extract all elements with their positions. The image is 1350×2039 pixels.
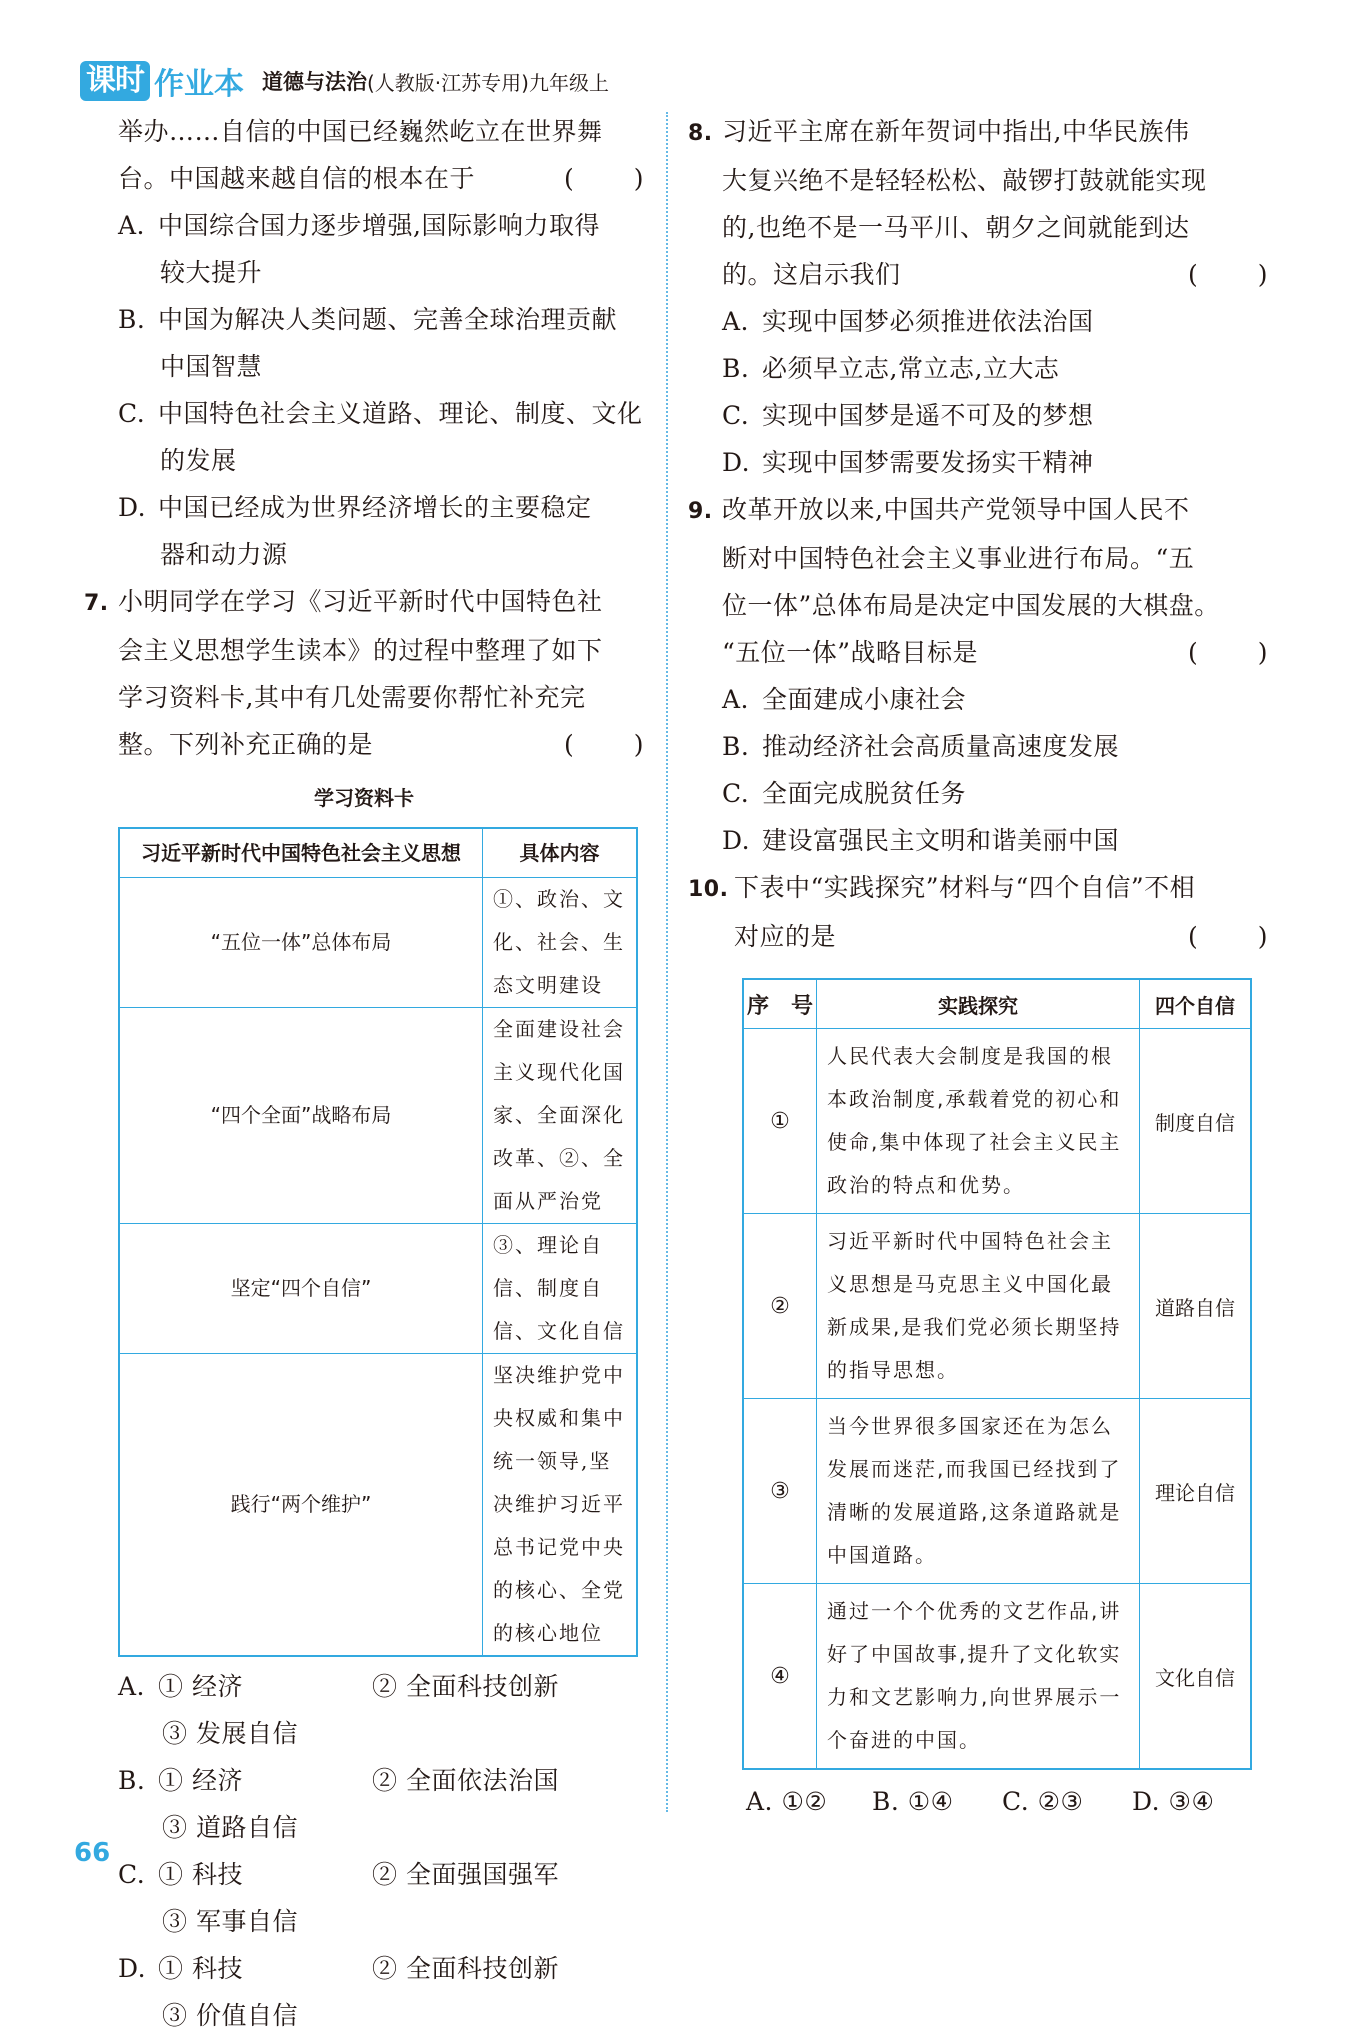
option-a	[688, 676, 1268, 723]
table-cell-topic: “四个全面”战略布局	[119, 1008, 483, 1224]
option-part: ② 全面科技创新	[372, 1954, 559, 1983]
table-header-cell: 具体内容	[483, 828, 638, 878]
question-7	[84, 578, 644, 2039]
subject-title: 道德与法治	[262, 70, 367, 94]
option-part: ① 科技	[158, 1954, 243, 1983]
question-stem-line: 大复兴绝不是轻轻松松、敲锣打鼓就能实现	[722, 166, 1207, 195]
option-d	[688, 439, 1268, 486]
table-header-cell: 四个自信	[1140, 979, 1252, 1029]
option-part: ① 经济	[158, 1766, 243, 1795]
option-letter: C.	[118, 1860, 146, 1889]
paren-close: )	[1257, 922, 1268, 951]
answer-blank	[1188, 251, 1268, 298]
table-cell-confidence: 理论自信	[1140, 1399, 1252, 1584]
question-number: 10.	[688, 877, 729, 902]
paren-close: )	[1257, 638, 1268, 667]
question-stem-line: 举办……自信的中国已经巍然屹立在世界舞	[118, 117, 603, 146]
answer-blank	[1188, 629, 1268, 676]
question-stem-text: 对应的是	[734, 922, 837, 951]
option-a	[688, 298, 1268, 345]
brand-logo-box: 课时	[80, 61, 150, 101]
option-text: 实现中国梦必须推进依法治国	[762, 307, 1094, 336]
option-c-cont: ③ 军事自信	[162, 1907, 298, 1936]
option-a	[84, 1663, 644, 1710]
question-number: 8.	[688, 121, 713, 146]
table-header-cell: 序 号	[743, 979, 817, 1029]
question-6	[84, 108, 644, 578]
table-cell-text: 当今世界很多国家还在为怎么发展而迷茫,而我国已经找到了清晰的发展道路,这条道路就是中国道路。	[817, 1399, 1140, 1584]
question-9	[688, 486, 1268, 864]
option-d	[688, 817, 1268, 864]
paren-open: (	[1188, 922, 1199, 951]
option-d-cont: 器和动力源	[160, 540, 288, 569]
subject-detail: (人教版·江苏专用)九年级上	[367, 70, 609, 95]
table-cell-topic: “五位一体”总体布局	[119, 878, 483, 1008]
question-stem-line	[688, 629, 1268, 676]
option-text: 实现中国梦需要发扬实干精神	[762, 448, 1094, 477]
question-number: 7.	[84, 591, 109, 616]
option-letter: C.	[118, 399, 146, 428]
option-text: 全面完成脱贫任务	[762, 779, 967, 808]
table-row	[119, 1354, 637, 1657]
paren-close: )	[1257, 260, 1268, 289]
question-stem-line: 断对中国特色社会主义事业进行布局。“五	[722, 544, 1195, 573]
option-part: ② 全面强国强军	[372, 1860, 559, 1889]
table-row	[743, 1214, 1251, 1399]
table-row	[119, 878, 637, 1008]
paren-close: )	[633, 730, 644, 759]
table-cell-confidence: 道路自信	[1140, 1214, 1252, 1399]
page-header	[80, 58, 609, 104]
question-stem-line: 位一体”总体布局是决定中国发展的大棋盘。	[722, 591, 1220, 620]
option-letter: A.	[722, 685, 750, 714]
question-stem-line	[84, 721, 644, 768]
question-stem-line: 的,也绝不是一马平川、朝夕之间就能到达	[722, 213, 1190, 242]
question-stem-line	[688, 108, 1268, 157]
paren-open: (	[564, 164, 575, 193]
option-text: 必须早立志,常立志,立大志	[762, 354, 1060, 383]
option-text: 中国特色社会主义道路、理论、制度、文化	[158, 399, 643, 428]
option-a	[84, 202, 644, 249]
question-stem-text: 台。中国越来越自信的根本在于	[118, 164, 476, 193]
question-stem-line	[84, 155, 644, 202]
table-cell-confidence: 制度自信	[1140, 1029, 1252, 1214]
study-card-table	[118, 827, 638, 1657]
question-stem-line	[688, 864, 1268, 913]
table-row	[119, 1224, 637, 1354]
table-cell-number: ④	[743, 1584, 817, 1770]
option-b	[84, 296, 644, 343]
card-title: 学习资料卡	[314, 786, 414, 810]
question-stem-text: 的。这启示我们	[722, 260, 901, 289]
question-stem-text: 下表中“实践探究”材料与“四个自信”不相	[734, 873, 1196, 902]
option-text: 中国已经成为世界经济增长的主要稳定	[158, 493, 592, 522]
option-b	[688, 723, 1268, 770]
option-letter: D.	[118, 493, 147, 522]
question-stem-line: 学习资料卡,其中有几处需要你帮忙补充完	[118, 683, 586, 712]
table-cell-text: 人民代表大会制度是我国的根本政治制度,承载着党的初心和使命,集中体现了社会主义民主政治的特点和优势。	[817, 1029, 1140, 1214]
option-letter: B.	[118, 305, 146, 334]
option-letter: A.	[722, 307, 750, 336]
table-row	[743, 1584, 1251, 1770]
question-stem-text: 小明同学在学习《习近平新时代中国特色社	[118, 587, 603, 616]
option-letter: B.	[722, 732, 750, 761]
option-b-cont: ③ 道路自信	[162, 1813, 298, 1842]
option-a: A. ①②	[746, 1787, 828, 1816]
option-letter: B.	[118, 1766, 146, 1795]
option-c: C. ②③	[1002, 1787, 1084, 1816]
q10-options	[688, 1778, 1268, 1825]
answer-blank	[564, 155, 644, 202]
paren-open: (	[1188, 260, 1199, 289]
table-cell-text: 习近平新时代中国特色社会主义思想是马克思主义中国化最新成果,是我们党必须长期坚持的指导思想。	[817, 1214, 1140, 1399]
column-divider	[666, 112, 668, 1812]
table-cell-topic: 践行“两个维护”	[119, 1354, 483, 1657]
question-stem-text: 整。下列补充正确的是	[118, 730, 374, 759]
table-cell-number: ①	[743, 1029, 817, 1214]
option-letter: C.	[722, 401, 750, 430]
option-text: 建设富强民主文明和谐美丽中国	[762, 826, 1120, 855]
page-number: 66	[74, 1838, 111, 1868]
table-cell-text: 通过一个个优秀的文艺作品,讲好了中国故事,提升了文化软实力和文艺影响力,向世界展示一个奋进的中国。	[817, 1584, 1140, 1770]
table-cell-topic: 坚定“四个自信”	[119, 1224, 483, 1354]
option-letter: C.	[722, 779, 750, 808]
practice-table	[742, 978, 1252, 1770]
question-stem-text: 改革开放以来,中国共产党领导中国人民不	[722, 495, 1190, 524]
table-header-row	[119, 828, 637, 878]
option-d	[84, 1945, 644, 1992]
option-text: 推动经济社会高质量高速度发展	[762, 732, 1120, 761]
table-cell-confidence: 文化自信	[1140, 1584, 1252, 1770]
table-header-cell: 实践探究	[817, 979, 1140, 1029]
brand-logo-text: 作业本	[154, 67, 244, 102]
option-part: ① 经济	[158, 1672, 243, 1701]
option-part: ① 科技	[158, 1860, 243, 1889]
option-c	[84, 390, 644, 437]
table-row	[743, 1029, 1251, 1214]
table-cell-number: ②	[743, 1214, 817, 1399]
option-b: B. ①④	[872, 1787, 954, 1816]
question-stem-text: 习近平主席在新年贺词中指出,中华民族伟	[722, 117, 1190, 146]
question-stem-line	[688, 913, 1268, 960]
option-c-cont: 的发展	[160, 446, 237, 475]
answer-blank	[564, 721, 644, 768]
option-c	[84, 1851, 644, 1898]
question-stem-line	[84, 578, 644, 627]
option-text: 中国综合国力逐步增强,国际影响力取得	[158, 211, 600, 240]
option-a-cont: 较大提升	[160, 258, 263, 287]
question-stem-text: “五位一体”战略目标是	[722, 638, 979, 667]
answer-blank	[1188, 913, 1268, 960]
option-d: D. ③④	[1132, 1787, 1215, 1816]
option-text: 中国为解决人类问题、完善全球治理贡献	[158, 305, 618, 334]
table-row	[743, 1399, 1251, 1584]
table-cell-number: ③	[743, 1399, 817, 1584]
question-stem-line	[688, 251, 1268, 298]
paren-close: )	[633, 164, 644, 193]
option-c	[688, 770, 1268, 817]
table-cell-content: ③、理论自信、制度自信、文化自信	[483, 1224, 638, 1354]
table-cell-content: 坚决维护党中央权威和集中统一领导,坚决维护习近平总书记党中央的核心、全党的核心地位	[483, 1354, 638, 1657]
option-b-cont: 中国智慧	[160, 352, 263, 381]
option-a-cont: ③ 发展自信	[162, 1719, 298, 1748]
right-column	[688, 108, 1268, 1825]
option-c	[688, 392, 1268, 439]
option-part: ② 全面科技创新	[372, 1672, 559, 1701]
option-b	[688, 345, 1268, 392]
paren-open: (	[564, 730, 575, 759]
question-8	[688, 108, 1268, 486]
table-cell-content: ①、政治、文化、社会、生态文明建设	[483, 878, 638, 1008]
table-row	[119, 1008, 637, 1224]
table-header-row	[743, 979, 1251, 1029]
paren-open: (	[1188, 638, 1199, 667]
option-text: 全面建成小康社会	[762, 685, 967, 714]
option-letter: B.	[722, 354, 750, 383]
option-d-cont: ③ 价值自信	[162, 2001, 298, 2030]
option-letter: A.	[118, 211, 146, 240]
option-letter: D.	[118, 1954, 147, 1983]
question-number: 9.	[688, 499, 713, 524]
option-text: 实现中国梦是遥不可及的梦想	[762, 401, 1094, 430]
left-column	[84, 108, 644, 2039]
option-part: ② 全面依法治国	[372, 1766, 559, 1795]
option-b	[84, 1757, 644, 1804]
table-cell-content: 全面建设社会主义现代化国家、全面深化改革、②、全面从严治党	[483, 1008, 638, 1224]
option-letter: D.	[722, 826, 751, 855]
option-letter: D.	[722, 448, 751, 477]
question-10	[688, 864, 1268, 1825]
question-stem-line	[688, 486, 1268, 535]
option-letter: A.	[118, 1672, 146, 1701]
table-header-cell: 习近平新时代中国特色社会主义思想	[119, 828, 483, 878]
option-d	[84, 484, 644, 531]
question-stem-line: 会主义思想学生读本》的过程中整理了如下	[118, 636, 603, 665]
